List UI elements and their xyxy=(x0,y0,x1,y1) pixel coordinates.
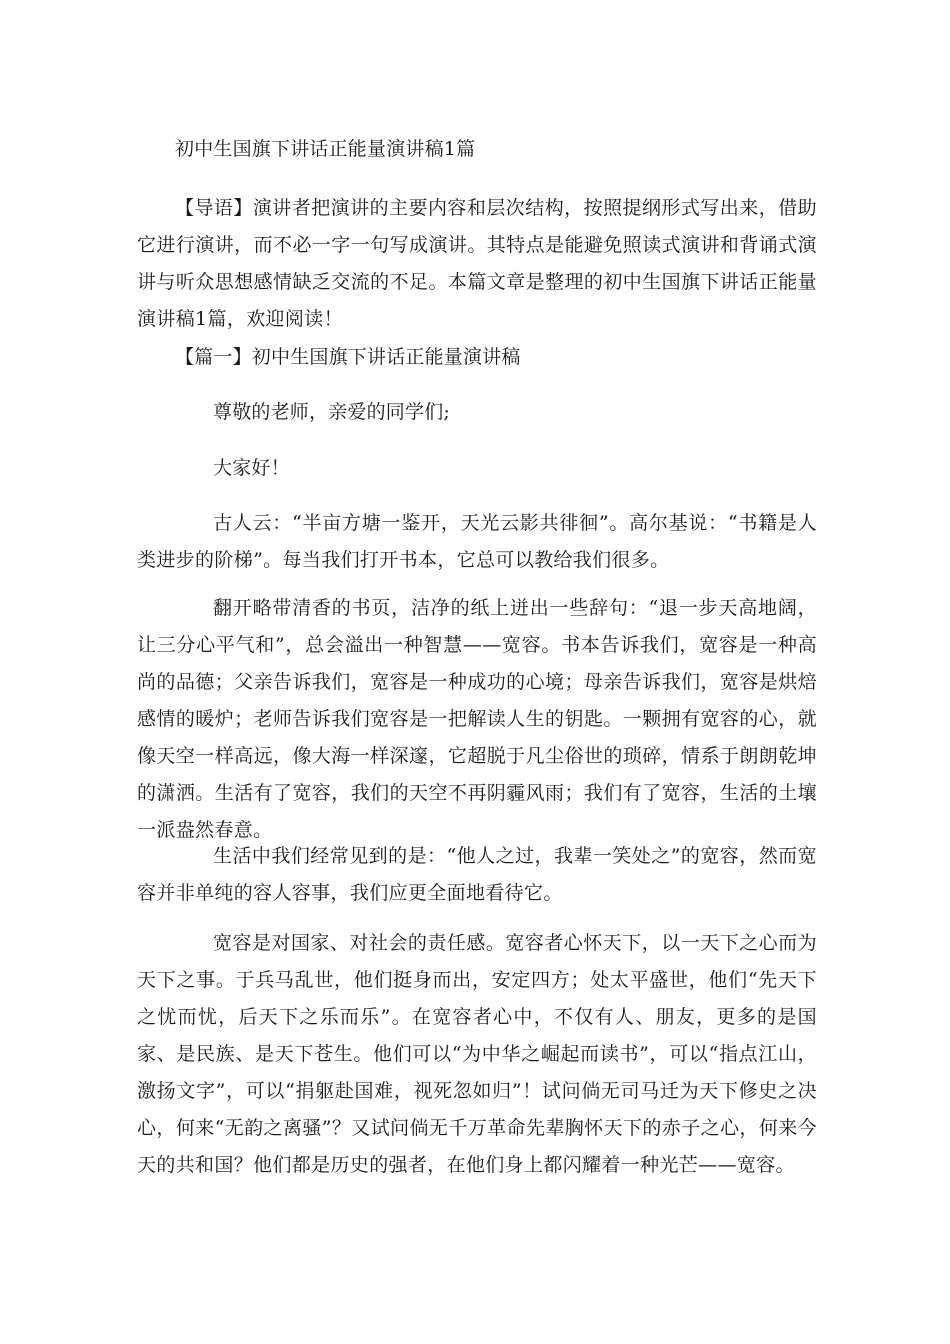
salutation: 尊敬的老师，亲爱的同学们; xyxy=(213,401,451,423)
intro-paragraph: 【导语】演讲者把演讲的主要内容和层次结构，按照提纲形式写出来，借助它进行演讲，而不必一字一句写成演讲。其特点是能避免照读式演讲和背诵式演讲与听众思想感情缺乏交流的不足。本篇文章是整理的初中生国旗下讲话正能量演讲稿1篇，欢迎阅读！ xyxy=(137,197,817,330)
greeting: 大家好！ xyxy=(213,457,290,479)
body-paragraph: 古人云：“半亩方塘一鉴开，天光云影共徘徊”。高尔基说：“书籍是人类进步的阶梯”。每当我们打开书本，它总可以教给我们很多。 xyxy=(137,512,817,571)
body-paragraph: 宽容是对国家、对社会的责任感。宽容者心怀天下，以一天下之心而为天下之事。于兵马乱世，他们挺身而出，安定四方；处太平盛世，他们“先天下之忧而忧，后天下之乐而乐”。在宽容者心中，不仅有人、朋友，更多的是国家、是民族、是天下苍生。他们可以“为中华之崛起而读书”，可以“指点江山，激扬文字”，可以“捐躯赴国难，视死忽如归”！试问倘无司马迁为天下修史之决心，何来“无韵之离骚”？又试问倘无千万革命先辈胸怀天下的赤子之心，何来今天的共和国？他们都是历史的强者，在他们身上都闪耀着一种光芒——宽容。 xyxy=(137,932,817,1176)
body-paragraph: 生活中我们经常见到的是：“他人之过，我辈一笑处之”的宽容，然而宽容并非单纯的容人容事，我们应更全面地看待它。 xyxy=(137,845,817,904)
body-paragraph: 翻开略带清香的书页，洁净的纸上迸出一些辞句：“退一步天高地阔，让三分心平气和”，总会溢出一种智慧——宽容。书本告诉我们，宽容是一种高尚的品德；父亲告诉我们，宽容是一种成功的心境；母亲告诉我们，宽容是烘焙感情的暖炉；老师告诉我们宽容是一把解读人生的钥匙。一颗拥有宽容的心，就像天空一样高远，像大海一样深邃，它超脱于凡尘俗世的琐碎，情系于朗朗乾坤的潇洒。生活有了宽容，我们的天空不再阴霾风雨；我们有了宽容，生活的土壤一派盎然春意。 xyxy=(137,597,817,841)
document-title: 初中生国旗下讲话正能量演讲稿1篇 xyxy=(175,138,476,160)
section-heading: 【篇一】初中生国旗下讲话正能量演讲稿 xyxy=(175,346,521,368)
